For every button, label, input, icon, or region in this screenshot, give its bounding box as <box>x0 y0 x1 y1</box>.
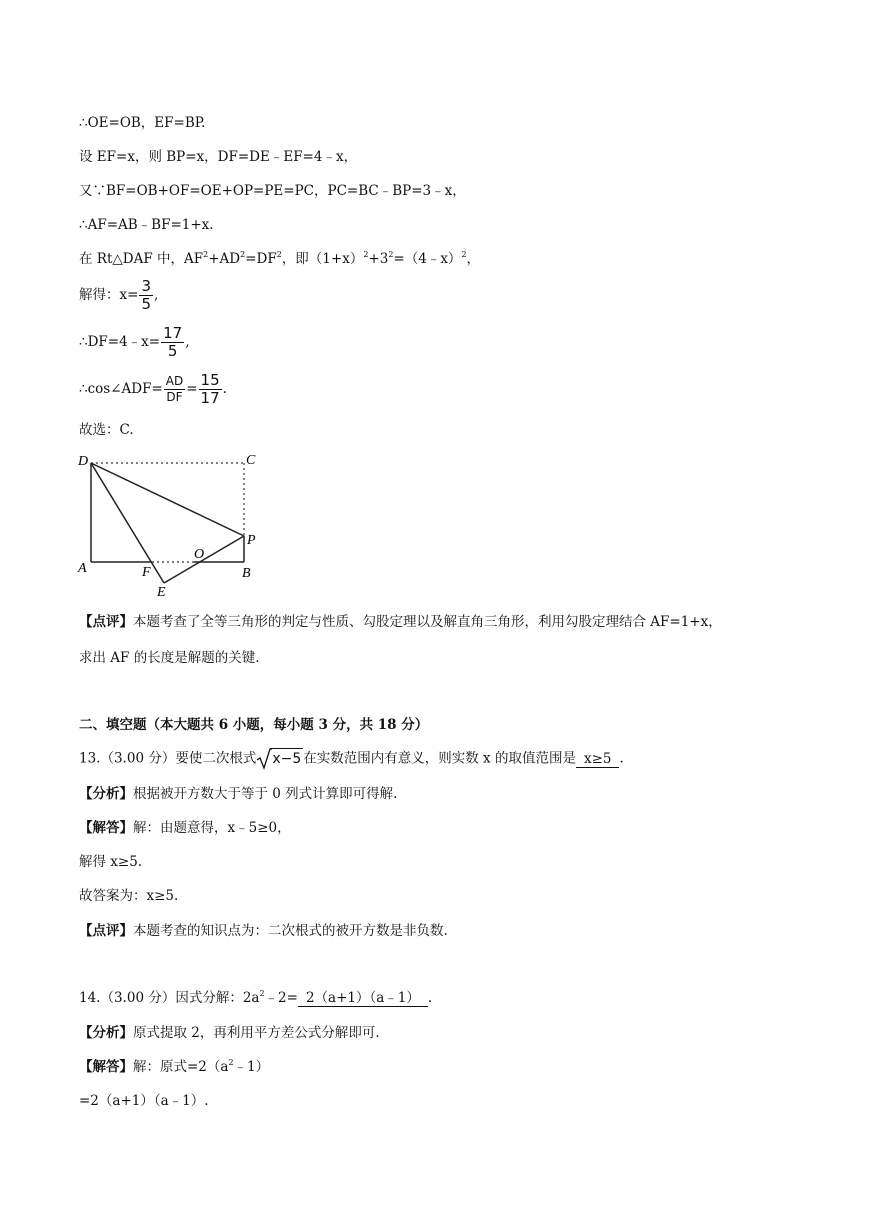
solution-text: ﹣1） <box>233 1059 270 1075</box>
superscript: 2 <box>276 250 282 259</box>
superscript: 2 <box>240 250 246 259</box>
label-f: F <box>142 565 151 580</box>
label-e: E <box>157 585 166 600</box>
question-text: . <box>427 990 433 1006</box>
solution-14-step-2: =2（a+1）（a﹣1）. <box>79 1093 209 1109</box>
radicand: x−5 <box>270 748 303 768</box>
solution-13-step-2: 解得 x≥5. <box>79 854 143 870</box>
solution-line-4: ∴AF=AB﹣BF=1+x. <box>79 217 214 233</box>
analysis-13 <box>79 784 397 804</box>
text: ， <box>466 251 481 267</box>
comment-line-2: 求出 AF 的长度是解题的关键. <box>79 650 260 666</box>
superscript: 2 <box>259 989 265 998</box>
fraction <box>164 374 185 405</box>
text: , <box>185 334 190 350</box>
solution-text: 解：原式=2（a <box>133 1059 229 1075</box>
superscript: 2 <box>203 250 209 259</box>
geometry-figure <box>74 450 274 600</box>
comment-text: 本题考查了全等三角形的判定与性质、勾股定理以及解直角三角形，利用勾股定理结合 AF=1+x， <box>133 614 722 630</box>
label-a: A <box>78 561 87 576</box>
numerator: 17 <box>163 324 183 342</box>
text: ∴cos∠ADF= <box>79 381 163 397</box>
analysis-text: 根据被开方数大于等于 0 列式计算即可得解. <box>133 786 398 802</box>
label-o: O <box>194 547 205 562</box>
radical-sign-icon <box>256 748 272 770</box>
comment-13 <box>79 921 448 941</box>
analysis-tag: 【分析】 <box>79 786 133 802</box>
label-c: C <box>246 453 256 468</box>
text: 在 Rt△DAF 中，AF <box>79 251 204 267</box>
numerator: 15 <box>200 371 220 389</box>
question-text: 在实数范围内有意义，则实数 x 的取值范围是 <box>303 750 576 767</box>
text: , <box>153 287 159 303</box>
comment-line-1 <box>79 612 722 632</box>
question-text: 14.（3.00 分）因式分解：2a <box>79 990 260 1006</box>
analysis-tag: 【分析】 <box>79 1025 133 1041</box>
label-b: B <box>242 566 251 581</box>
solution-line-7 <box>79 325 190 360</box>
text: =（4﹣x） <box>393 251 462 267</box>
text: ∴DF=4﹣x= <box>79 334 161 350</box>
solution-line-3: 又∵BF=OB+OF=OE+OP=PE=PC，PC=BC﹣BP=3﹣x， <box>79 183 466 199</box>
question-13 <box>79 748 624 770</box>
superscript: 2 <box>228 1058 234 1067</box>
numerator: 3 <box>141 277 151 295</box>
text: =DF <box>245 251 277 267</box>
solution-tag: 【解答】 <box>79 1059 133 1075</box>
question-text: ﹣2= <box>264 990 298 1006</box>
denominator: 17 <box>200 389 220 407</box>
solution-line-5 <box>79 249 480 269</box>
superscript: 2 <box>461 250 467 259</box>
solution-tag: 【解答】 <box>79 820 133 836</box>
fraction <box>199 372 222 407</box>
comment-text: 本题考查的知识点为：二次根式的被开方数是非负数. <box>133 923 448 939</box>
superscript: 2 <box>388 250 394 259</box>
solution-line-9: 故选：C. <box>79 422 134 438</box>
denominator: 5 <box>141 295 151 313</box>
solution-line-8 <box>79 372 227 407</box>
numerator: AD <box>165 374 184 388</box>
text: +AD <box>208 251 241 267</box>
solution-13-step-3: 故答案为：x≥5. <box>79 888 179 904</box>
solution-text: 解：由题意得，x﹣5≥0， <box>133 820 291 836</box>
label-p: P <box>247 533 256 548</box>
solution-line-6 <box>79 278 158 313</box>
label-d: D <box>78 454 89 469</box>
denominator: DF <box>166 390 183 404</box>
solution-line-1: ∴OE=OB，EF=BP. <box>79 115 206 131</box>
text: +3 <box>368 251 389 267</box>
text: . <box>222 381 227 397</box>
fraction <box>161 325 184 360</box>
text: 解得：x= <box>79 287 139 303</box>
question-text: . <box>619 750 624 767</box>
solution-14 <box>79 1057 269 1077</box>
fraction <box>139 278 153 313</box>
superscript: 2 <box>363 250 369 259</box>
question-text: 13.（3.00 分）要使二次根式 <box>79 750 257 767</box>
answer-blank: 2（a+1）（a﹣1） <box>298 990 428 1007</box>
square-root <box>256 748 303 770</box>
solution-line-2: 设 EF=x，则 BP=x，DF=DE﹣EF=4﹣x， <box>79 149 358 165</box>
comment-tag: 【点评】 <box>79 614 133 630</box>
solution-13 <box>79 818 291 838</box>
answer-blank: x≥5 <box>576 751 620 768</box>
analysis-text: 原式提取 2，再利用平方差公式分解即可. <box>133 1025 380 1041</box>
comment-tag: 【点评】 <box>79 923 133 939</box>
text: = <box>186 381 198 397</box>
section-title: 二、填空题（本大题共 6 小题，每小题 3 分，共 18 分） <box>79 717 429 733</box>
analysis-14 <box>79 1023 380 1043</box>
denominator: 5 <box>167 342 178 360</box>
text: ，即（1+x） <box>281 251 364 267</box>
question-14 <box>79 988 432 1008</box>
